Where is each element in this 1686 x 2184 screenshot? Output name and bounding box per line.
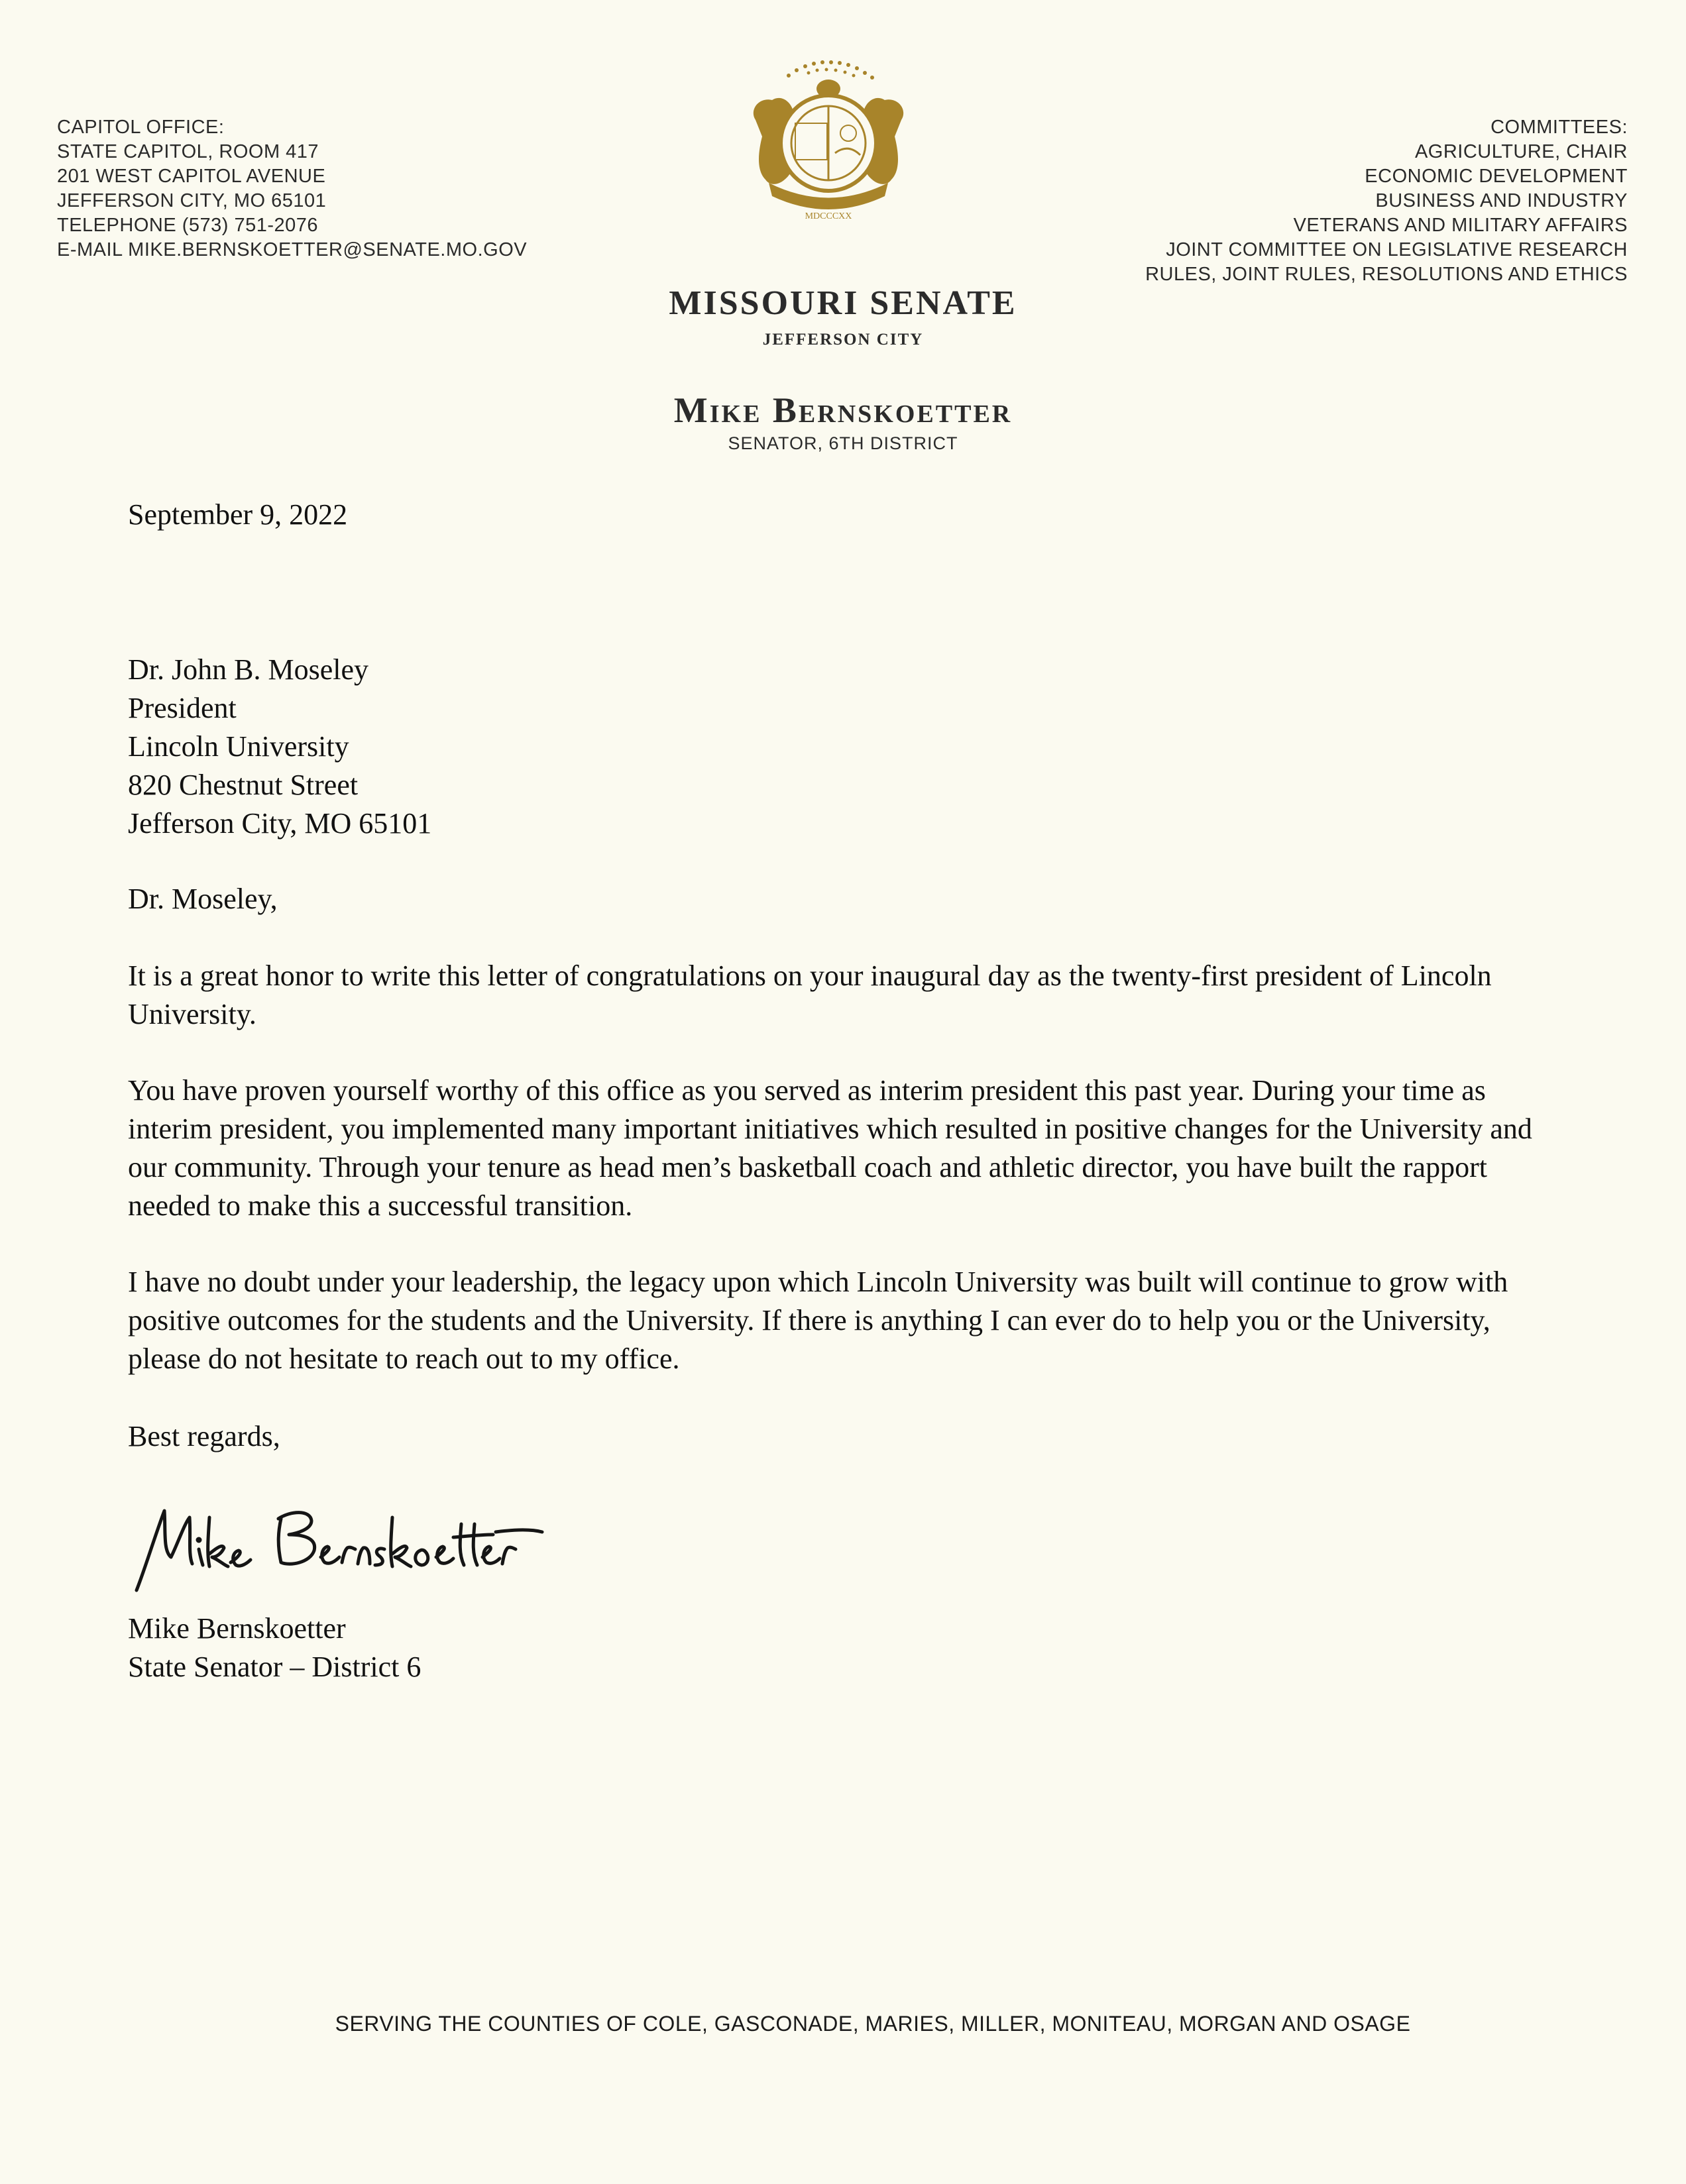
recipient-name: Dr. John B. Moseley bbox=[128, 653, 368, 686]
recipient-address bbox=[128, 651, 1566, 843]
office-telephone: TELEPHONE (573) 751-2076 bbox=[57, 215, 319, 236]
recipient-title: President bbox=[128, 692, 237, 724]
committees-heading: COMMITTEES: bbox=[1490, 117, 1628, 138]
capitol-office-block bbox=[57, 115, 527, 262]
committee-item: AGRICULTURE, CHAIR bbox=[1414, 141, 1628, 162]
missouri-state-seal-icon bbox=[742, 57, 915, 229]
senate-city: JEFFERSON CITY bbox=[762, 331, 924, 349]
letter-paragraph: I have no doubt under your leadership, the legacy upon which Lincoln University was built will continue to grow with positive outcomes for the students and the University. If there is anything I can ever do to help you or the University, please do not hesitate to reach out to my office. bbox=[128, 1266, 1508, 1375]
signature-block bbox=[128, 1610, 1566, 1686]
seal-year: MDCCCXX bbox=[805, 211, 852, 221]
recipient-city: Jefferson City, MO 65101 bbox=[128, 807, 432, 840]
committee-item: RULES, JOINT RULES, RESOLUTIONS AND ETHICS bbox=[1145, 264, 1628, 285]
recipient-organization: Lincoln University bbox=[128, 730, 349, 763]
letter-paragraph: It is a great honor to write this letter of congratulations on your inaugural day as the twenty-first president of Lincoln University. bbox=[128, 959, 1492, 1030]
office-room: STATE CAPITOL, ROOM 417 bbox=[57, 141, 319, 162]
committee-item: ECONOMIC DEVELOPMENT bbox=[1365, 166, 1628, 187]
recipient-street: 820 Chestnut Street bbox=[128, 769, 359, 801]
committee-item: VETERANS AND MILITARY AFFAIRS bbox=[1293, 215, 1628, 236]
senator-name: Mike Bernskoetter bbox=[673, 390, 1013, 430]
office-city: JEFFERSON CITY, MO 65101 bbox=[57, 190, 327, 211]
salutation: Dr. Moseley, bbox=[128, 883, 278, 915]
letter-paragraph: You have proven yourself worthy of this office as you served as interim president this past year. During your time as interim president, you implemented many important initiatives which resulted in positive changes for the University and our community. Through your tenure as head men’s basketball coach and athletic director, you have built the rapport needed to make this a successful transition. bbox=[128, 1074, 1532, 1222]
closing: Best regards, bbox=[128, 1420, 280, 1452]
office-heading: CAPITOL OFFICE: bbox=[57, 117, 225, 138]
committee-item: JOINT COMMITTEE ON LEGISLATIVE RESEARCH bbox=[1166, 239, 1628, 260]
committee-item: BUSINESS AND INDUSTRY bbox=[1375, 190, 1628, 211]
senate-title: MISSOURI SENATE bbox=[669, 284, 1017, 322]
footer-counties: SERVING THE COUNTIES OF COLE, GASCONADE, MARIES, MILLER, MONITEAU, MORGAN AND OSAGE bbox=[335, 2012, 1411, 2036]
office-email: E-MAIL MIKE.BERNSKOETTER@SENATE.MO.GOV bbox=[57, 239, 528, 260]
handwritten-signature bbox=[125, 1491, 549, 1610]
committees-block bbox=[1145, 115, 1628, 287]
letter-date: September 9, 2022 bbox=[128, 498, 348, 531]
signer-title: State Senator – District 6 bbox=[128, 1651, 422, 1683]
office-street: 201 WEST CAPITOL AVENUE bbox=[57, 166, 326, 187]
signer-name: Mike Bernskoetter bbox=[128, 1612, 346, 1645]
senator-district: SENATOR, 6TH DISTRICT bbox=[728, 433, 958, 453]
